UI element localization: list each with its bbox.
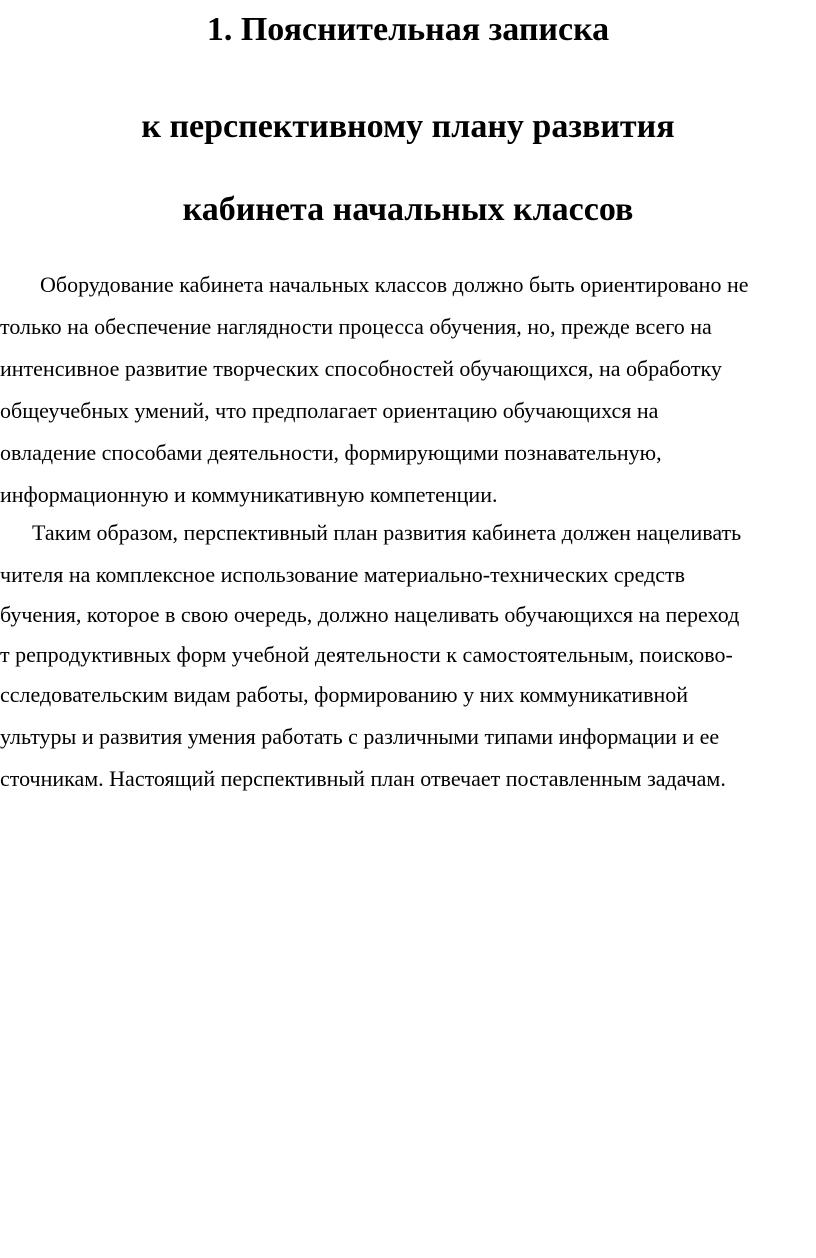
paragraph-2-line: Таким образом, перспективный план развития кабинета должен нацеливать	[32, 520, 742, 545]
paragraph-2-line: ультуры и развития умения работать с различными типами информации и ее	[0, 724, 720, 749]
document-title-line-3: кабинета начальных классов	[182, 191, 634, 228]
paragraph-2-line: т репродуктивных форм учебной деятельности к самостоятельным, поисково-	[0, 642, 733, 667]
paragraph-1-line: информационную и коммуникативную компетенции.	[0, 482, 498, 507]
document-title-line-2: к перспективному плану развития	[141, 108, 675, 145]
paragraph-2-line: сточникам. Настоящий перспективный план отвечает поставленным задачам.	[0, 766, 726, 791]
paragraph-1-line: общеучебных умений, что предполагает ориентацию обучающихся на	[0, 398, 659, 423]
document-title-line-1: 1. Пояснительная записка	[206, 11, 610, 48]
paragraph-1-line: овладение способами деятельности, формирующими познавательную,	[0, 440, 662, 465]
paragraph-2-line: сследовательским видам работы, формированию у них коммуникативной	[0, 682, 689, 707]
paragraph-1-line: только на обеспечение наглядности процесса обучения, но, прежде всего на	[0, 314, 712, 339]
paragraph-1-line: интенсивное развитие творческих способностей обучающихся, на обработку	[0, 356, 722, 381]
paragraph-2-line: чителя на комплексное использование материально-технических средств	[0, 562, 686, 587]
paragraph-1-line: Оборудование кабинета начальных классов должно быть ориентировано не	[40, 272, 749, 297]
paragraph-2-line: бучения, которое в свою очередь, должно нацеливать обучающихся на переход	[0, 602, 740, 627]
